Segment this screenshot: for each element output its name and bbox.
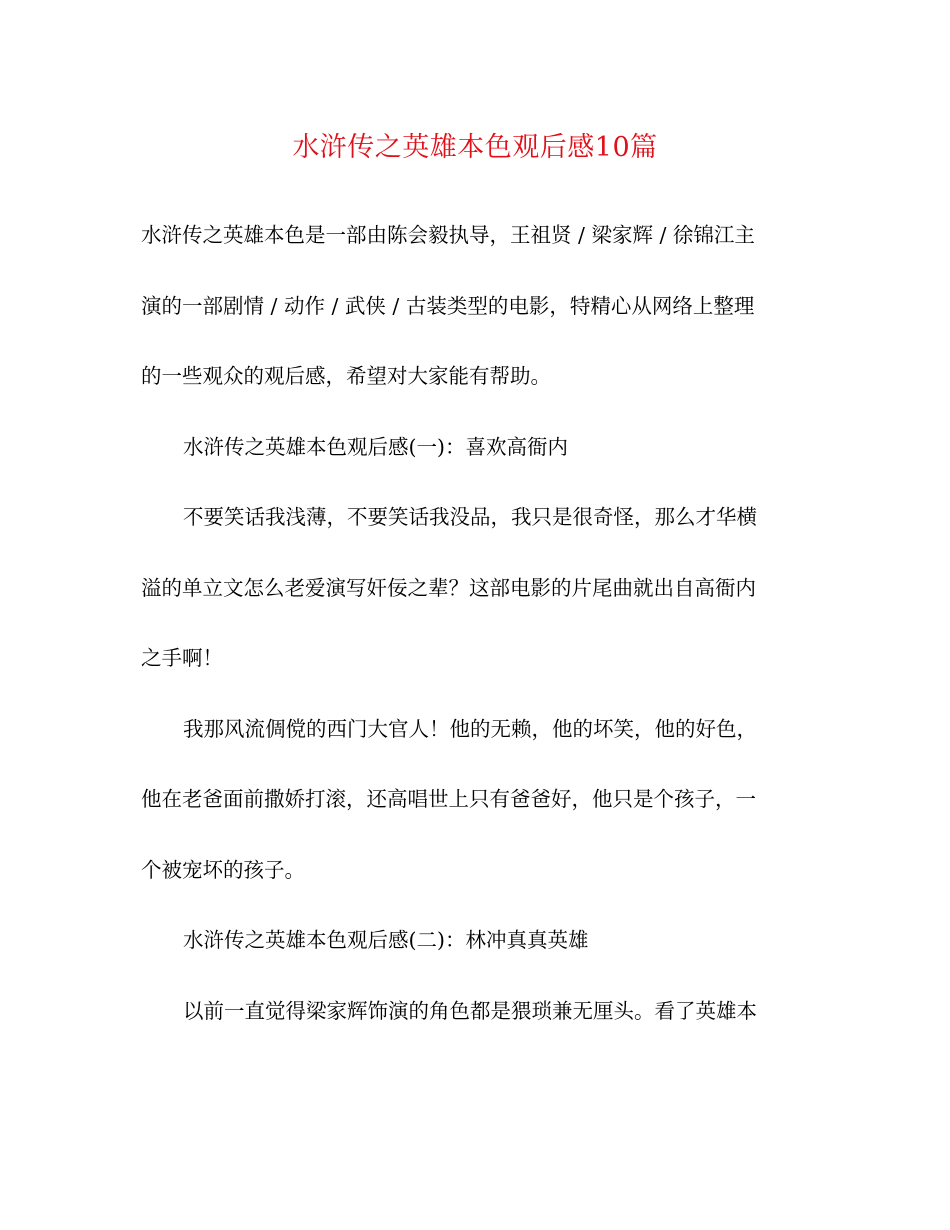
- review-heading-1: [141, 424, 811, 470]
- document-body: [141, 212, 811, 1058]
- intro-paragraph: [141, 212, 811, 399]
- text-line: 水浒传之英雄本色观后感(二)：林冲真真英雄: [183, 928, 589, 952]
- text-line: 他在老爸面前撒娇打滚，还高唱世上只有爸爸好，他只是个孩子，一: [141, 787, 756, 811]
- text-line: 水浒传之英雄本色观后感(一)：喜欢高衙内: [183, 434, 568, 459]
- text-line: 以前一直觉得梁家辉饰演的角色都是猥琐兼无厘头。看了英雄本: [183, 998, 757, 1023]
- text-line: 演的一部剧情 / 动作 / 武侠 / 古装类型的电影，特精心从网络上整理: [141, 293, 755, 318]
- text-line: 个被宠坏的孩子。: [141, 857, 305, 882]
- text-line: 不要笑话我浅薄，不要笑话我没品，我只是很奇怪，那么才华横: [183, 505, 757, 529]
- review-heading-2: [141, 917, 811, 963]
- review-2-paragraph-1: [141, 988, 811, 1034]
- review-1-paragraph-2: [141, 706, 811, 893]
- text-line: 的一些观众的观后感，希望对大家能有帮助。: [141, 364, 551, 388]
- text-line: 之手啊！: [141, 646, 223, 670]
- review-1-paragraph-1: [141, 494, 811, 681]
- document-title: 水浒传之英雄本色观后感10篇: [292, 132, 658, 163]
- text-line: 溢的单立文怎么老爱演写奸佞之辈？这部电影的片尾曲就出自高衙内: [141, 575, 756, 600]
- text-line: 我那风流倜傥的西门大官人！他的无赖，他的坏笑，他的好色，: [183, 716, 757, 741]
- text-line: 水浒传之英雄本色是一部由陈会毅执导，王祖贤 / 梁家辉 / 徐锦江主: [141, 223, 755, 247]
